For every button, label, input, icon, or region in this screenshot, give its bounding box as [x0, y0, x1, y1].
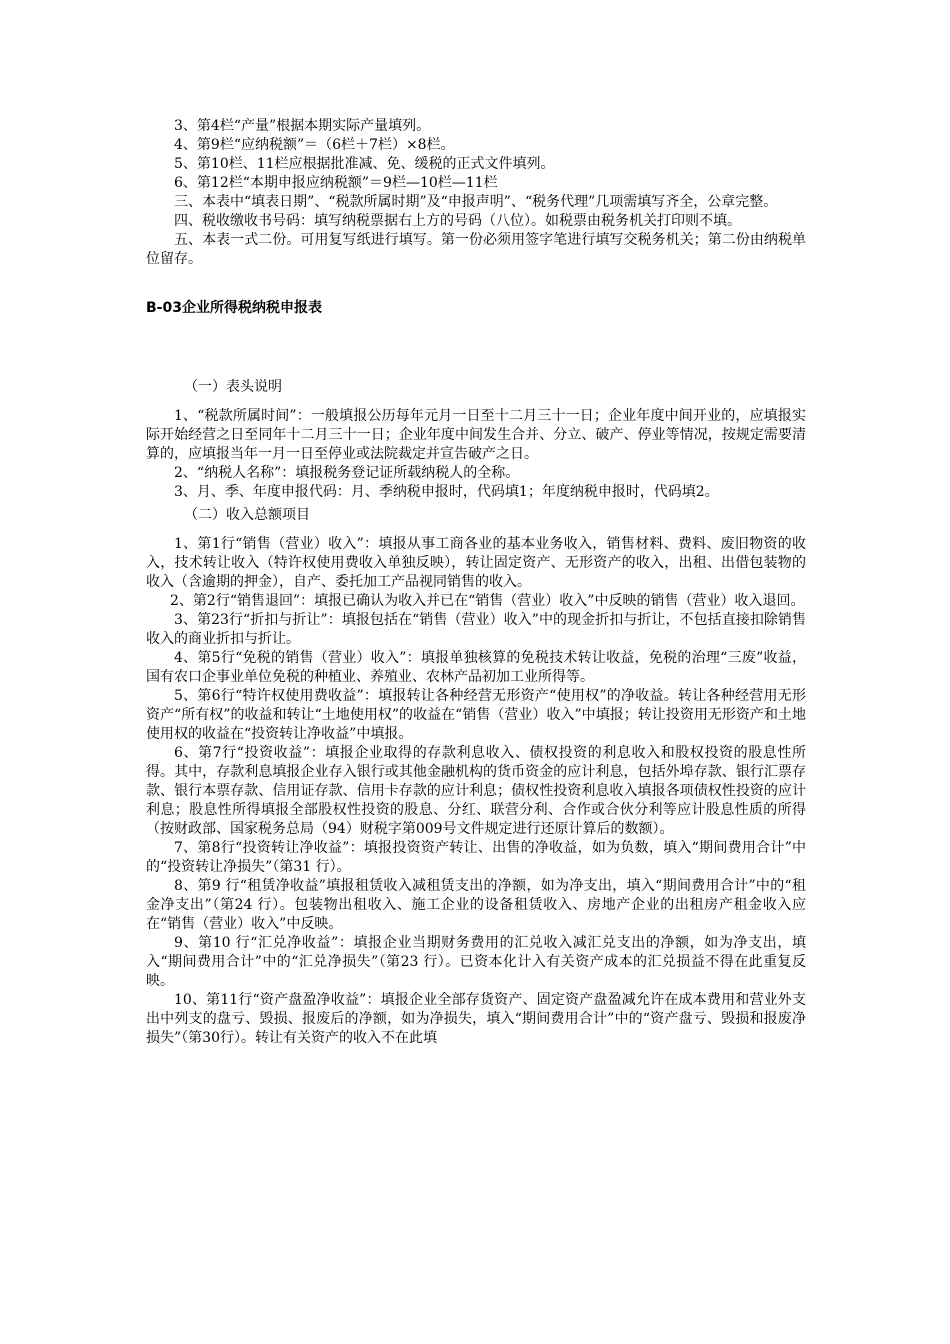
instruction-item: 2、“纳税人名称”：填报税务登记证所载纳税人的全称。	[174, 465, 520, 481]
instruction-item: 3、第4栏“产量”根据本期实际产量填列。	[174, 118, 431, 134]
instruction-item: 8、第9 行“租赁净收益”填报租赁收入减租赁支出的净额，如为净支出，填入“期间费用合计”中的“租金净支出”（第24 行）。包装物出租收入、施工企业的设备租赁收入、房地产企业的出租房产租金收入应在“销售（营业）收入”中反映。	[146, 878, 806, 932]
instruction-item: 五、本表一式二份。可用复写纸进行填写。第一份必须用签字笔进行填写交税务机关；第二份由纳税单位留存。	[146, 232, 806, 267]
document-body	[146, 117, 806, 1048]
instruction-item: 6、第7行“投资收益”：填报企业取得的存款利息收入、债权投资的利息收入和股权投资的股息性所得。其中，存款利息填报企业存入银行或其他金融机构的货币资金的应计利息，包括外埠存款、银行汇票存款、银行本票存款、信用证存款、信用卡存款的应计利息；债权性投资利息收入填报各项债权性投资的应计利息；股息性所得填报全部股权性投资的股息、分红、联营分利、合作或合伙分利等应计股息性质的所得（按财政部、国家税务总局（94）财税字第009号文件规定进行还原计算后的数额）。	[146, 745, 806, 837]
instruction-item: 四、税收缴收书号码：填写纳税票据右上方的号码（八位）。如税票由税务机关打印则不填。	[174, 213, 741, 229]
instruction-item: 1、第1行“销售（营业）收入”：填报从事工商各业的基本业务收入，销售材料、费料、废旧物资的收入，技术转让收入（特许权使用费收入单独反映），转让固定资产、无形资产的收入，出租、出借包装物的收入（含逾期的押金），自产、委托加工产品视同销售的收入。	[146, 536, 806, 590]
instruction-item: 4、第9栏“应纳税额”＝（6栏＋7栏）×8栏。	[174, 137, 455, 153]
subsection-title: （二）收入总额项目	[184, 507, 310, 523]
instruction-item: 10、第11行“资产盘盈净收益”：填报企业全部存货资产、固定资产盘盈减允许在成本费用和营业外支出中列支的盘亏、毁损、报废后的净额，如为净损失，填入“期间费用合计”中的“资产盘亏、毁损和报废净损失”（第30行）。转让有关资产的收入不在此填	[146, 992, 806, 1046]
instruction-item: 6、第12栏“本期申报应纳税额”＝9栏—10栏—11栏	[174, 175, 498, 191]
instruction-item: 3、第23行“折扣与折让”：填报包括在“销售（营业）收入”中的现金折扣与折让，不包括直接扣除销售收入的商业折扣与折让。	[146, 612, 806, 647]
instruction-item: 1、“税款所属时间”：一般填报公历每年元月一日至十二月三十一日；企业年度中间开业的，应填报实际开始经营之日至同年十二月三十一日；企业年度中间发生合并、分立、破产、停业等情况，按规定需要清算的，应填报当年一月一日至停业或法院裁定并宣告破产之日。	[146, 408, 806, 462]
subsection-title: （一）表头说明	[184, 379, 282, 395]
instruction-item: 3、月、季、年度申报代码：月、季纳税申报时，代码填1；年度纳税申报时，代码填2。	[174, 484, 719, 500]
instruction-item: 9、第10 行“汇兑净收益”：填报企业当期财务费用的汇兑收入减汇兑支出的净额，如为净支出，填入“期间费用合计”中的“汇兑净损失”（第23 行）。已资本化计入有关资产成本的汇兑损益不得在此重复反映。	[146, 935, 806, 989]
instruction-item: 4、第5行“免税的销售（营业）收入”：填报单独核算的免税技术转让收益，免税的治理“三废”收益，国有农口企事业单位免税的种植业、养殖业、农林产品初加工业所得等。	[146, 650, 806, 685]
instruction-item: 5、第10栏、11栏应根据批准减、免、缓税的正式文件填列。	[174, 156, 555, 172]
instruction-item: 三、本表中“填表日期”、“税款所属时期”及“申报声明”、“税务代理”几项需填写齐全，公章完整。	[174, 194, 778, 210]
instruction-item: 7、第8行“投资转让净收益”：填报投资资产转让、出售的净收益，如为负数，填入“期间费用合计”中的“投资转让净损失”（第31 行）。	[146, 840, 806, 875]
section-title: B-03企业所得税纳税申报表	[146, 300, 322, 316]
instruction-item: 5、第6行“特许权使用费收益”：填报转让各种经营无形资产“使用权”的净收益。转让各种经营用无形资产“所有权”的收益和转让“土地使用权”的收益在“销售（营业）收入”中填报；转让投资用无形资产和土地使用权的收益在“投资转让净收益”中填报。	[146, 688, 806, 742]
instruction-item: 2、第2行“销售退回”：填报已确认为收入并已在“销售（营业）收入”中反映的销售（营业）收入退回。	[170, 593, 805, 609]
